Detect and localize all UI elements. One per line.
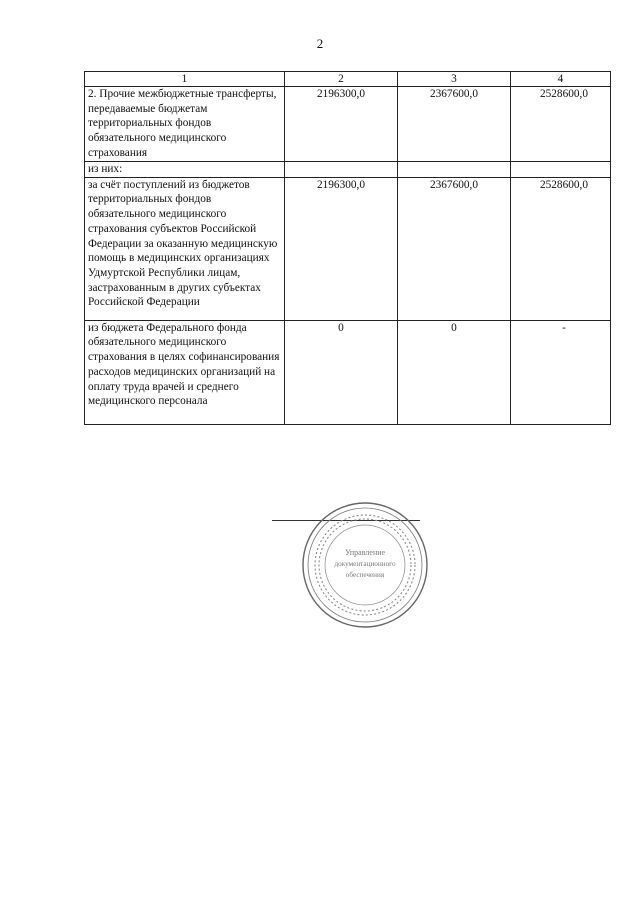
cell-value: 2528600,0	[511, 87, 611, 162]
cell-value: 2528600,0	[511, 177, 611, 320]
cell-value	[398, 162, 511, 178]
seal-text-line: Управление	[344, 548, 386, 557]
cell-value: 2196300,0	[285, 87, 398, 162]
table-row	[85, 87, 611, 162]
budget-table	[84, 71, 611, 425]
cell-value	[511, 162, 611, 178]
row-label: из бюджета Федерального фонда обязательного медицинского страхования в целях софинансирования расходов медицинских организаций на оплату труда врачей и среднего медицинского персонала	[85, 320, 285, 424]
cell-value: -	[511, 320, 611, 424]
row-label: за счёт поступлений из бюджетов территориальных фондов обязательного медицинского страхования субъектов Российской Федерации за оказанную медицинскую помощь в медицинских организациях Удмуртской Республики лицам, застрахованным в других субъектах Российской Федерации	[85, 177, 285, 320]
seal-text-line: обеспечения	[345, 571, 385, 579]
cell-value: 2367600,0	[398, 87, 511, 162]
column-header-1: 1	[85, 72, 285, 87]
row-label: из них:	[85, 162, 285, 178]
column-header-4: 4	[511, 72, 611, 87]
cell-value: 2367600,0	[398, 177, 511, 320]
table-row	[85, 162, 611, 178]
table-row	[85, 177, 611, 320]
page-number: 2	[316, 36, 324, 51]
seal-text-line: документационного	[334, 560, 396, 568]
cell-value: 0	[285, 320, 398, 424]
cell-value: 2196300,0	[285, 177, 398, 320]
row-label: 2. Прочие межбюджетные трансферты, передаваемые бюджетам территориальных фондов обязательного медицинского страхования	[85, 87, 285, 162]
column-header-2: 2	[285, 72, 398, 87]
table-header-row	[85, 72, 611, 87]
cell-value	[285, 162, 398, 178]
official-seal-stamp	[300, 500, 430, 630]
cell-value: 0	[398, 320, 511, 424]
column-header-3: 3	[398, 72, 511, 87]
table-row	[85, 320, 611, 424]
